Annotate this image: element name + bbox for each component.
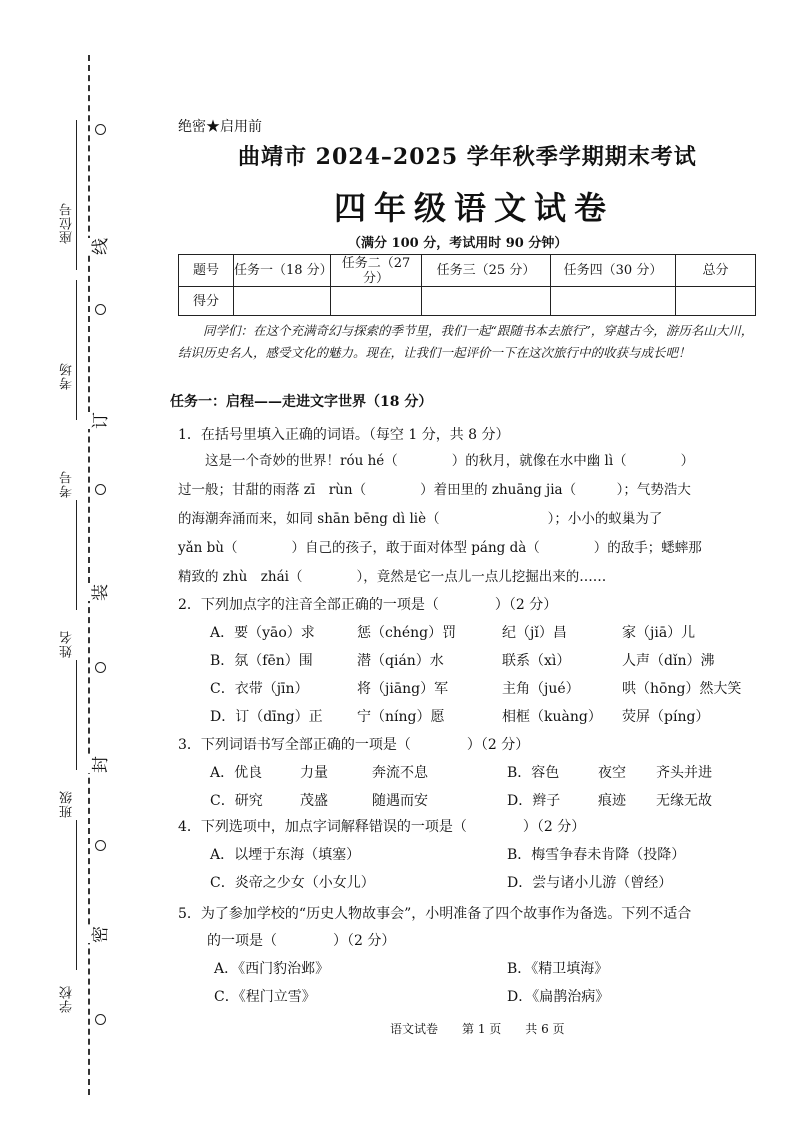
exam-room-field[interactable] [76,280,77,420]
q3-option-d-3: 无缘无故 [656,793,712,809]
question-4: 4．下列选项中，加点字词解释错误的一项是（ ）（2 分） [178,819,586,835]
q2-option-d-1: D．订（dīng）正 [210,709,323,725]
score-table-header: 任务二（27 分） [331,255,422,287]
passage-line: 这是一个奇妙的世界！róu hé（ ）的秋月，就像在水中幽 lì（ ） [205,453,695,469]
q3-option-c-3: 随遇而安 [372,793,428,809]
q2-option-b-1: B．氛（fēn）围 [210,653,313,669]
school-label: 学校 [60,985,75,1013]
question-5: 5．为了参加学校的“历史人物故事会”，小明准备了四个故事作为备选。下列不适合 [178,906,692,922]
binding-hole-icon [95,304,106,315]
score-cell[interactable] [676,287,756,316]
exam-room-label: 考场 [60,362,75,390]
q2-option-b-4: 人声（dǐn）沸 [622,653,715,669]
q2-option-a-3: 纪（jǐ）昌 [502,625,567,641]
score-table-header: 题号 [179,255,234,287]
q2-option-c-4: 哄（hōng）然大笑 [622,681,742,697]
task1-title: 任务一：启程——走进文字世界（18 分） [170,394,433,410]
cut-word-secret: 密 [84,926,113,943]
q2-option-b-3: 联系（xì） [502,653,571,669]
seat-number-label: 座位号 [60,202,75,244]
q3-option-b-2: 夜空 [598,765,626,781]
q2-option-d-3: 相框（kuàng） [502,709,602,725]
q3-option-b-3: 齐头并进 [656,765,712,781]
score-table-header: 总分 [676,255,756,287]
q4-option-a: A．以堙于东海（填塞） [210,847,361,863]
binding-hole-icon [95,124,106,135]
binding-hole-icon [95,484,106,495]
binding-hole-icon [95,662,106,673]
exam-number-label: 考号 [60,470,75,498]
score-table-header: 任务三（25 分） [422,255,551,287]
class-label: 班级 [60,790,75,818]
q3-option-a-2: 力量 [300,765,328,781]
q2-option-a-4: 家（jiā）儿 [622,625,696,641]
q3-option-c-1: C．研究 [210,793,263,809]
q2-option-d-2: 宁（níng）愿 [357,709,445,725]
binding-hole-icon [95,1014,106,1025]
score-table-header: 任务四（30 分） [551,255,676,287]
q2-option-c-1: C．衣带（jīn） [210,681,309,697]
q5-option-d: D．《扁鹊治病》 [507,989,610,1005]
q4-option-d: D．尝与诸小儿游（曾经） [507,875,673,891]
q2-option-d-4: 荧屏（píng） [622,709,710,725]
score-cell[interactable] [551,287,676,316]
q5-option-c: C．《程门立雪》 [214,989,316,1005]
passage-line: 精致的 zhù zhái（ ），竟然是它一点儿一点儿挖掘出来的…… [178,569,607,585]
passage-line: 的海潮奔涌而来，如同 shān bēng dì liè（ ）；小小的蚁巢为了 [178,511,663,527]
q2-option-c-2: 将（jiāng）军 [357,681,449,697]
page-footer: 语文试卷 第 1 页 共 6 页 [390,1022,565,1036]
q3-option-a-1: A．优良 [210,765,263,781]
score-table [178,254,756,316]
q3-option-d-2: 痕迹 [598,793,626,809]
confidential-mark: 绝密★启用前 [178,119,262,135]
cut-word-seal: 封 [84,756,113,773]
cut-word-bind: 装 [84,584,113,601]
q3-option-d-1: D．辫子 [507,793,561,809]
exam-subtitle: 四年级语文试卷 [334,189,615,227]
exam-title: 曲靖市 2024–2025 学年秋季学期期末考试 [238,144,697,170]
cut-word-order: 订 [84,412,113,429]
q4-option-b: B．梅雪争春未肯降（投降） [507,847,686,863]
q3-option-c-2: 茂盛 [300,793,328,809]
passage-line: 过一般；甘甜的雨落 zī rùn（ ）着田里的 zhuāng jia（ ）；气势浩大 [178,482,691,498]
score-cell[interactable] [331,287,422,316]
q2-option-a-1: A．要（yāo）求 [210,625,315,641]
exam-number-field[interactable] [76,500,77,610]
score-row-label: 得分 [179,287,234,316]
name-label: 姓名 [60,630,75,658]
q5-option-a: A．《西门豹治邺》 [214,961,330,977]
exam-note: （满分 100 分，考试用时 90 分钟） [348,236,568,251]
passage-line: yǎn bù（ ）自己的孩子，敢于面对体型 páng dà（ ）的敌手；蟋蟀那 [178,540,702,556]
question-3: 3．下列词语书写全部正确的一项是（ ）（2 分） [178,737,530,753]
intro-paragraph: 同学们：在这个充满奇幻与探索的季节里，我们一起“跟随书本去旅行”，穿越古今，游历名山大川，结识历史名人，感受文化的魅力。现在，让我们一起评价一下在这次旅行中的收获与成长吧！ [178,323,754,360]
q5-option-b: B．《精卫填海》 [507,961,609,977]
class-field[interactable] [76,820,77,970]
q2-option-c-3: 主角（jué） [502,681,580,697]
score-table-header: 任务一（18 分） [234,255,331,287]
q3-option-a-3: 奔流不息 [372,765,428,781]
q3-option-b-1: B．容色 [507,765,560,781]
cut-word-line: 线 [84,238,113,255]
question-1: 1．在括号里填入正确的词语。（每空 1 分，共 8 分） [178,427,510,443]
question-5-cont: 的一项是（ ）（2 分） [207,933,396,949]
score-cell[interactable] [234,287,331,316]
name-field[interactable] [76,660,77,770]
binding-strip [0,0,150,1124]
score-cell[interactable] [422,287,551,316]
q4-option-c: C．炎帝之少女（小女儿） [210,875,375,891]
q2-option-b-2: 潜（qián）水 [357,653,444,669]
q2-option-a-2: 惩（chéng）罚 [357,625,457,641]
question-2: 2．下列加点字的注音全部正确的一项是（ ）（2 分） [178,597,558,613]
binding-hole-icon [95,840,106,851]
seat-number-field[interactable] [76,120,77,270]
